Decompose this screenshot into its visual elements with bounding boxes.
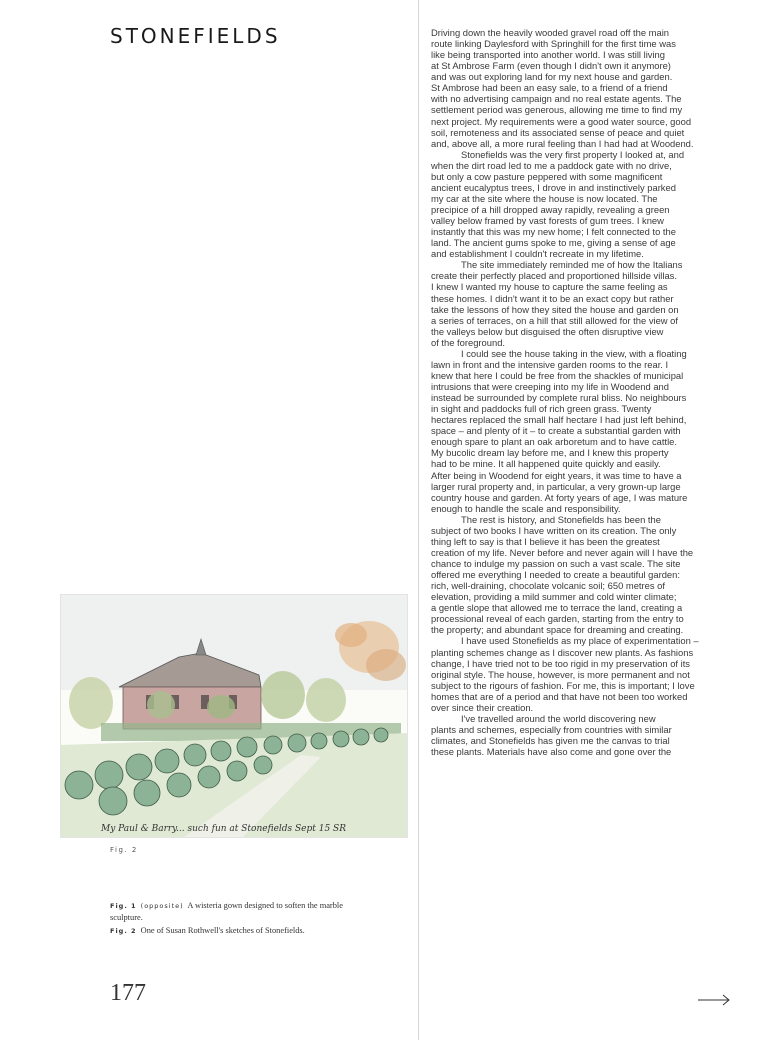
body-text-line: chance to indulge my passion on such a vast scale. The site bbox=[431, 558, 681, 569]
body-text-line: knew that here I could be free from the shackles of municipal bbox=[431, 369, 684, 381]
body-text-line: when the dirt road led to me a paddock gate with no drive, bbox=[431, 159, 672, 171]
caption-fig-text: A wisteria gown designed to soften the marble sculpture. bbox=[110, 901, 343, 922]
body-text-line: Driving down the heavily wooded gravel road off the main bbox=[431, 27, 669, 38]
body-text-line: climates, and Stonefields has given me the canvas to trial bbox=[431, 735, 670, 746]
body-text-line: a series of terraces, on a hill that still allowed for the view of bbox=[431, 314, 678, 326]
body-text-line: Stonefields was the very first property I looked at, and bbox=[461, 148, 685, 160]
caption-fig-number: Fig. 1 bbox=[110, 902, 137, 910]
body-text-line: these homes. I didn't want it to be an exact copy but rather bbox=[431, 292, 674, 304]
body-text-line: and establishment I couldn't recreate in my lifetime. bbox=[431, 248, 644, 260]
body-text-line: these plants. Materials have also come and gone over the bbox=[431, 746, 672, 758]
page-gutter bbox=[418, 0, 419, 1040]
body-text-line: settlement period was generous, allowing me time to find my bbox=[431, 104, 683, 116]
body-text-line: precipice of a hill dropped away rapidly, revealing a green bbox=[431, 204, 670, 215]
body-text-line: I knew I wanted my house to capture the same feeling as bbox=[431, 281, 668, 293]
body-text-line: ancient eucalyptus trees, I drove in and instinctively parked bbox=[431, 181, 676, 193]
body-text-line: lawn in front and the intensive garden rooms to the rear. I bbox=[431, 358, 669, 370]
body-text-line: creation of my life. Never before and never again will I have the bbox=[431, 546, 694, 558]
body-text-line: had to be mine. It all happened quite quickly and easily. bbox=[431, 458, 661, 470]
chapter-title: STONEFIELDS bbox=[110, 24, 281, 48]
body-text-line: intrusions that were creeping into my life in Woodend and bbox=[431, 381, 669, 392]
figure-label: Fig. 2 bbox=[110, 846, 138, 854]
body-text-line: like being transported into another world. I was still living bbox=[431, 49, 665, 61]
body-text-line: but only a cow pasture peppered with some magnificent bbox=[431, 170, 663, 182]
body-text-line: rich, well-draining, chocolate volcanic soil; 650 metres of bbox=[431, 580, 665, 592]
body-text-line: with no advertising campaign and no real estate agents. The bbox=[431, 93, 682, 105]
body-text-line: take the lessons of how they sited the house and garden on bbox=[431, 303, 679, 315]
body-text-line: plants and schemes, especially from countries with similar bbox=[431, 723, 672, 735]
body-text-line: create their perfectly placed and proportioned hillside villas. bbox=[431, 270, 677, 282]
body-text-line: enough spare to plant an oak arboretum and to have cattle. bbox=[431, 436, 678, 448]
body-text-line: land. The ancient gums spoke to me, giving a sense of age bbox=[431, 237, 676, 249]
body-text-line: in sight and paddocks full of rich green grass. Twenty bbox=[431, 403, 652, 415]
body-text-line: a gentle slope that allowed me to terrace the land, creating a bbox=[431, 602, 683, 614]
caption-fig-number: Fig. 2 bbox=[110, 927, 137, 935]
body-text-line: planting schemes change as I discover new plants. As fashions bbox=[431, 646, 694, 658]
stonefields-sketch-image bbox=[60, 594, 408, 838]
body-text-line: space – and plenty of it – to create a substantial garden with bbox=[431, 425, 681, 437]
body-text-line: original style. The house, however, is more permanent and not bbox=[431, 668, 690, 680]
body-text-line: of the foreground. bbox=[431, 336, 506, 348]
body-text-column bbox=[431, 27, 735, 757]
body-text-line: instead be surrounded by complete rural bliss. No neighbours bbox=[431, 392, 687, 404]
body-text-line: I've travelled around the world discovering new bbox=[461, 712, 656, 724]
body-text-line: elevation, providing a mild summer and cold winter climate; bbox=[431, 591, 677, 603]
figure-captions bbox=[110, 900, 360, 939]
body-text-line: St Ambrose had been an easy sale, to a friend of a friend bbox=[431, 82, 668, 94]
body-text-line: subject of two books I have written on its creation. The only bbox=[431, 524, 677, 536]
body-text-line: The site immediately reminded me of how the Italians bbox=[461, 259, 683, 271]
body-text-line: My bucolic dream lay before me, and I knew this property bbox=[431, 447, 669, 459]
body-text-line: and, above all, a more rural feeling than I had had at Woodend. bbox=[431, 137, 694, 149]
body-text-line: over since their creation. bbox=[431, 701, 534, 713]
body-text-line: subject to the rigours of fashion. For me, this is important; I love bbox=[431, 679, 695, 691]
arrow-right-icon bbox=[697, 992, 731, 1008]
body-text-line: change, I have tried not to be too rigid in my preservation of its bbox=[431, 657, 690, 669]
caption-fig-1 bbox=[110, 900, 360, 923]
body-text-line: larger rural property and, in particular, a very grown-up large bbox=[431, 480, 681, 492]
body-text-line: country house and garden. At forty years of age, I was mature bbox=[431, 491, 688, 503]
next-page-button[interactable] bbox=[697, 992, 731, 1008]
body-text-line: valley below framed by vast forests of gum trees. I knew bbox=[431, 215, 664, 227]
body-text-line: thing left to say is that I believe it has been the greatest bbox=[431, 535, 660, 547]
body-text-line: After being in Woodend for eight years, it was time to have a bbox=[431, 469, 682, 481]
body-text-line: I have used Stonefields as my place of experimentation – bbox=[461, 635, 699, 647]
body-text-line: soil, remoteness and its associated sense of peace and quiet bbox=[431, 126, 685, 138]
body-text-line: I could see the house taking in the view, with a floating bbox=[461, 347, 687, 359]
page-number: 177 bbox=[110, 980, 146, 1006]
body-text-line: instantly that this was my new home; I felt connected to the bbox=[431, 226, 676, 238]
body-text-line: enough to handle the scale and responsibility. bbox=[431, 502, 621, 514]
caption-fig-note: (opposite) bbox=[140, 902, 184, 910]
body-text-line: offered me everything I needed to create a beautiful garden: bbox=[431, 569, 680, 581]
body-text-line: at St Ambrose Farm (even though I didn't own it anymore) bbox=[431, 60, 671, 72]
body-text-line: route linking Daylesford with Springhill for the first time was bbox=[431, 38, 676, 50]
body-text-line: processional reveal of each garden, starting from the entry to bbox=[431, 613, 684, 625]
body-text-line: homes that are of a period and that have not been too worked bbox=[431, 690, 688, 702]
body-text-line: the valleys below but disguised the often disruptive view bbox=[431, 325, 664, 337]
sketch-inscription: My Paul & Barry... such fun at Stonefields Sept 15 SR bbox=[101, 824, 346, 834]
body-text-line: and was out exploring land for my next house and garden. bbox=[431, 71, 673, 83]
caption-fig-2 bbox=[110, 925, 360, 937]
body-text-line: hectares replaced the small half hectare I had just left behind, bbox=[431, 414, 687, 426]
caption-fig-text: One of Susan Rothwell's sketches of Stonefields. bbox=[140, 926, 305, 935]
body-text-line: The rest is history, and Stonefields has been the bbox=[461, 513, 661, 525]
body-text-line: the property; and abundant space for dreaming and creating. bbox=[431, 624, 684, 636]
body-text-line: my car at the site where the house is now located. The bbox=[431, 192, 658, 204]
body-text-line: next project. My requirements were a good water source, good bbox=[431, 115, 692, 127]
